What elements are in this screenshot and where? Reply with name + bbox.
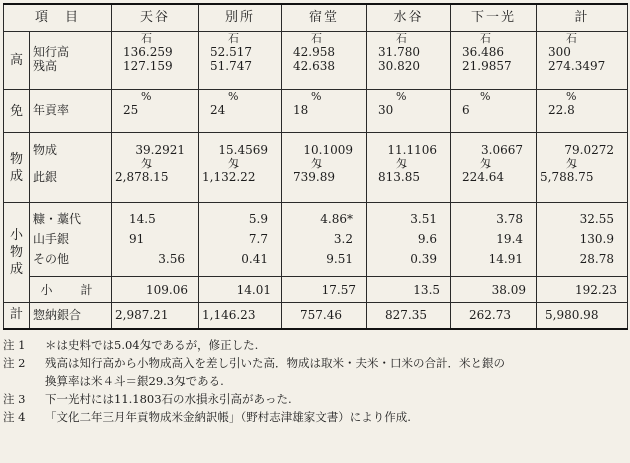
subtotal-shukudo: 17.57 [282,277,367,303]
cell-bessho: 石 52.517 51.747 [199,32,282,90]
subtotal-row [4,277,628,303]
header-total: 計 [537,4,628,32]
note-3: 注 3 下一光村には11.1803石の水損永引高があった. [3,391,292,406]
group-monogenari [4,133,628,203]
cell-mizutani: 11.1106 匁 813.85 [367,133,451,203]
subtotal-bessho: 14.01 [199,277,282,303]
total-name: 惣納銀合 [30,303,112,329]
note-2: 注 2 残高は知行高から小物成高入を差し引いた高．物成は取米・夫米・口米の合計．米と銀の [3,355,505,370]
cell-amaya: 石 136.259 127.159 [112,32,199,90]
cell-mizutani: % 30 [367,90,451,133]
cell-shimohikari: 3.78 19.4 14.91 [451,203,537,277]
cell-shukudo: 10.1009 匁 739.89 [282,133,367,203]
cell-amaya: 14.5 91 3.56 [112,203,199,277]
cell-bessho: % 24 [199,90,282,133]
cell-bessho: 15.4569 匁 1,132.22 [199,133,282,203]
total-row [4,303,628,329]
cell-bessho: 5.9 7.7 0.41 [199,203,282,277]
cell-shukudo: 石 42.958 42.638 [282,32,367,90]
total-amaya: 2,987.21 [112,303,199,329]
tax-table [3,3,628,330]
note-1: 注 1 ＊は史料では5.04匁であるが，修正した. [3,337,259,352]
subtotal-label: 小 計 [30,277,112,303]
cell-shukudo: % 18 [282,90,367,133]
cell-shukudo: 4.86* 3.2 9.51 [282,203,367,277]
document-page [3,3,627,426]
notes [3,336,627,426]
total-shimohikari: 262.73 [451,303,537,329]
note-2-continuation: 換算率は米４斗＝銀29.3匁である. [45,373,224,388]
group-taka [4,32,628,90]
header-mizutani: 水谷 [367,4,451,32]
cell-total: 79.0272 匁 5,788.75 [537,133,628,203]
total-total: 5,980.98 [537,303,628,329]
group-label-men: 免 [4,90,30,133]
total-mizutani: 827.35 [367,303,451,329]
group-label-komonogenari: 小 物 成 [4,203,30,303]
total-shukudo: 757.46 [282,303,367,329]
item-cell: 知行高 残高 [30,32,112,90]
note-4: 注 4 「文化二年三月年貢物成米金納訳帳」（野村志津雄家文書）により作成. [3,409,411,424]
header-shimohikari: 下一光 [451,4,537,32]
group-label-monogenari: 物 成 [4,133,30,203]
header-row [4,4,628,32]
header-shukudo: 宿堂 [282,4,367,32]
item-cell: 年貢率 [30,90,112,133]
header-amaya: 天谷 [112,4,199,32]
cell-total: % 22.8 [537,90,628,133]
cell-amaya: 39.2921 匁 2,878.15 [112,133,199,203]
cell-total: 32.55 130.9 28.78 [537,203,628,277]
subtotal-mizutani: 13.5 [367,277,451,303]
cell-shimohikari: 3.0667 匁 224.64 [451,133,537,203]
subtotal-shimohikari: 38.09 [451,277,537,303]
cell-mizutani: 3.51 9.6 0.39 [367,203,451,277]
header-item: 項 目 [4,4,112,32]
header-bessho: 別所 [199,4,282,32]
cell-amaya: % 25 [112,90,199,133]
cell-shimohikari: % 6 [451,90,537,133]
cell-shimohikari: 石 36.486 21.9857 [451,32,537,90]
group-label-taka: 高 [4,32,30,90]
group-komonogenari [4,203,628,277]
cell-mizutani: 石 31.780 30.820 [367,32,451,90]
subtotal-total: 192.23 [537,277,628,303]
total-label: 計 [4,303,30,329]
group-men [4,90,628,133]
item-cell: 糠・藁代 山手銀 その他 [30,203,112,277]
item-cell: 物成 此銀 [30,133,112,203]
subtotal-amaya: 109.06 [112,277,199,303]
total-bessho: 1,146.23 [199,303,282,329]
cell-total: 石 300 274.3497 [537,32,628,90]
